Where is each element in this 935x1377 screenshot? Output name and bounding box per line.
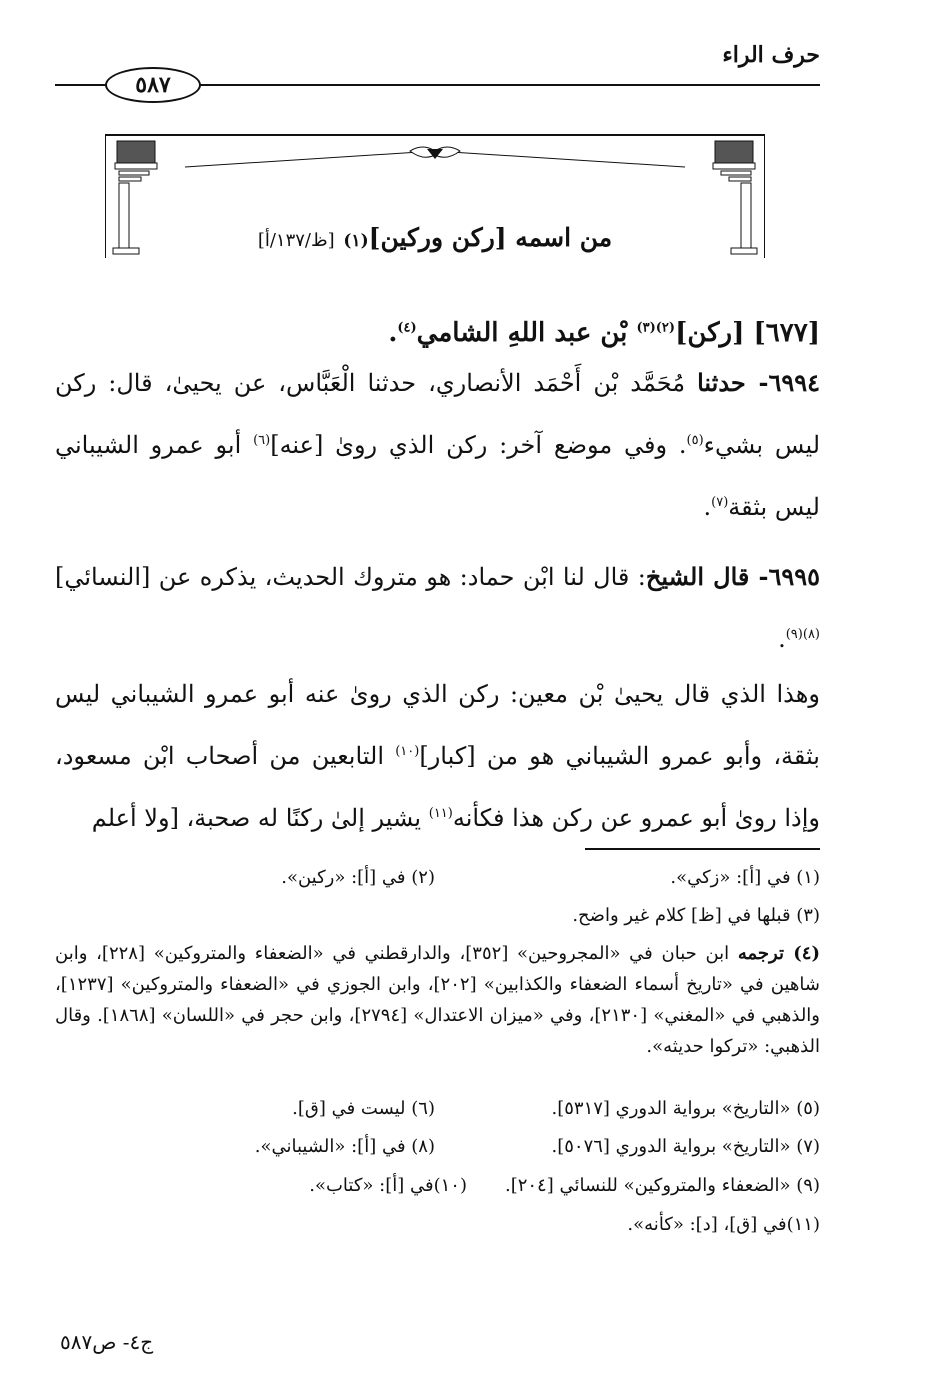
- footnote-6: (٦) ليست في [ق].: [292, 1098, 435, 1119]
- footnote-5: (٥) «التاريخ» برواية الدوري [٥٣١٧].: [551, 1098, 820, 1119]
- paragraph-6994: [55, 354, 820, 536]
- entry-name: [ركن]: [675, 318, 745, 348]
- chapter-title: حرف الراء: [722, 42, 820, 68]
- footnote-ref: (٨)(٩): [785, 627, 820, 642]
- section-ref: [ظ/١٣٧/أ]: [257, 230, 335, 251]
- footnote-3: (٣) قبلها في [ظ] كلام غير واضح.: [572, 905, 820, 926]
- paragraph-text: التابعين من أصحاب ابْن مسعود، وإذا روىٰ أبو عمرو عن ركن هذا فكأنه: [55, 742, 820, 832]
- footnote-2: (٢) في [أ]: «ركين».: [281, 867, 435, 888]
- footnote-ref: (١٠): [395, 744, 420, 759]
- paragraph-text: مُحَمَّد بْن أَحْمَد الأنصاري، حدثنا الْعَبَّاس، عن يحيىٰ، قال: ركن ليس بشيء: [55, 369, 821, 459]
- section-note: (١): [343, 231, 369, 251]
- page-number: ٥٨٧: [105, 67, 201, 103]
- paragraph-text: وهذا الذي قال يحيىٰ بْن معين: ركن الذي روىٰ عنه أبو عمرو الشيباني ليس بثقة، وأبو عمرو الشيباني هو من [كبار]: [55, 680, 820, 770]
- paragraph-commentary: [55, 665, 820, 847]
- entry-number: [٦٧٧]: [753, 318, 820, 348]
- footnote-8: (٨) في [أ]: «الشيباني».: [254, 1136, 435, 1157]
- footnote-7: (٧) «التاريخ» برواية الدوري [٥٠٧٦].: [551, 1136, 820, 1157]
- entry-name-notes: (٢)(٣): [636, 320, 676, 336]
- entry-rest: بْن عبد اللهِ الشامي: [416, 318, 637, 348]
- paragraph-number: ٦٩٩٤- حدثنا: [697, 368, 820, 397]
- footnote-9: (٩) «الضعفاء والمتروكين» للنسائي [٢٠٤].: [504, 1175, 820, 1196]
- paragraph-text: يشير إلىٰ ركنًا له صحبة، [ولا أعلم: [91, 804, 429, 832]
- footnote-ref: (٥): [686, 433, 704, 448]
- footnote-11: (١١)في [ق]، [د]: «كأنه».: [627, 1214, 820, 1235]
- paragraph-text: : قال لنا ابْن حماد: هو متروك الحديث، يذكره عن [النسائي]: [55, 563, 646, 591]
- footnote-ref: (١١): [428, 806, 453, 821]
- paragraph-number: ٦٩٩٥- قال الشيخ: [645, 562, 820, 591]
- paragraph-end: .: [778, 625, 786, 653]
- paragraph-end: .: [703, 493, 712, 521]
- footnote-4: [55, 938, 820, 1062]
- footnote-ref: (٦): [253, 433, 271, 448]
- footnote-4-label: (٤) ترجمه: [737, 943, 820, 964]
- entry-end: .: [388, 318, 398, 348]
- section-frame: [105, 133, 765, 258]
- footnote-4-text: ابن حبان في «المجروحين» [٣٥٢]، والدارقطني في «الضعفاء والمتروكين» [٢٢٨]، وابن شاهين في «تاريخ أسماء الضعفاء والكذابين» [٢٠٢]، وابن الجوزي في «الضعفاء والمتروكين» [١٢٣٧]، والذهبي في «المغني» [٢١٣٠]، وفي «ميزان الاعتدال» [٢٧٩٤]، وابن حجر في «اللسان» [١٨٦٨]. وقال الذهبي: «تركوا حديثه».: [55, 943, 821, 1057]
- entry-rest-note: (٤): [397, 320, 417, 336]
- section-title: [105, 223, 765, 252]
- section-title-text: من اسمه [ركن وركين]: [368, 223, 613, 252]
- entry-heading: [388, 318, 820, 348]
- footnote-10: (١٠)في [أ]: «كتاب».: [309, 1175, 467, 1196]
- footer-reference: ج٤- ص٥٨٧: [60, 1330, 154, 1354]
- footnote-rule: [585, 848, 820, 850]
- footnote-ref: (٧): [711, 495, 729, 510]
- footnote-1: (١) في [أ]: «زكي».: [670, 867, 820, 888]
- paragraph-text: أبو عمرو الشيباني ليس بثقة: [55, 431, 820, 521]
- paragraph-6995: [55, 548, 820, 668]
- paragraph-text: . وفي موضع آخر: ركن الذي روىٰ [عنه]: [270, 431, 687, 459]
